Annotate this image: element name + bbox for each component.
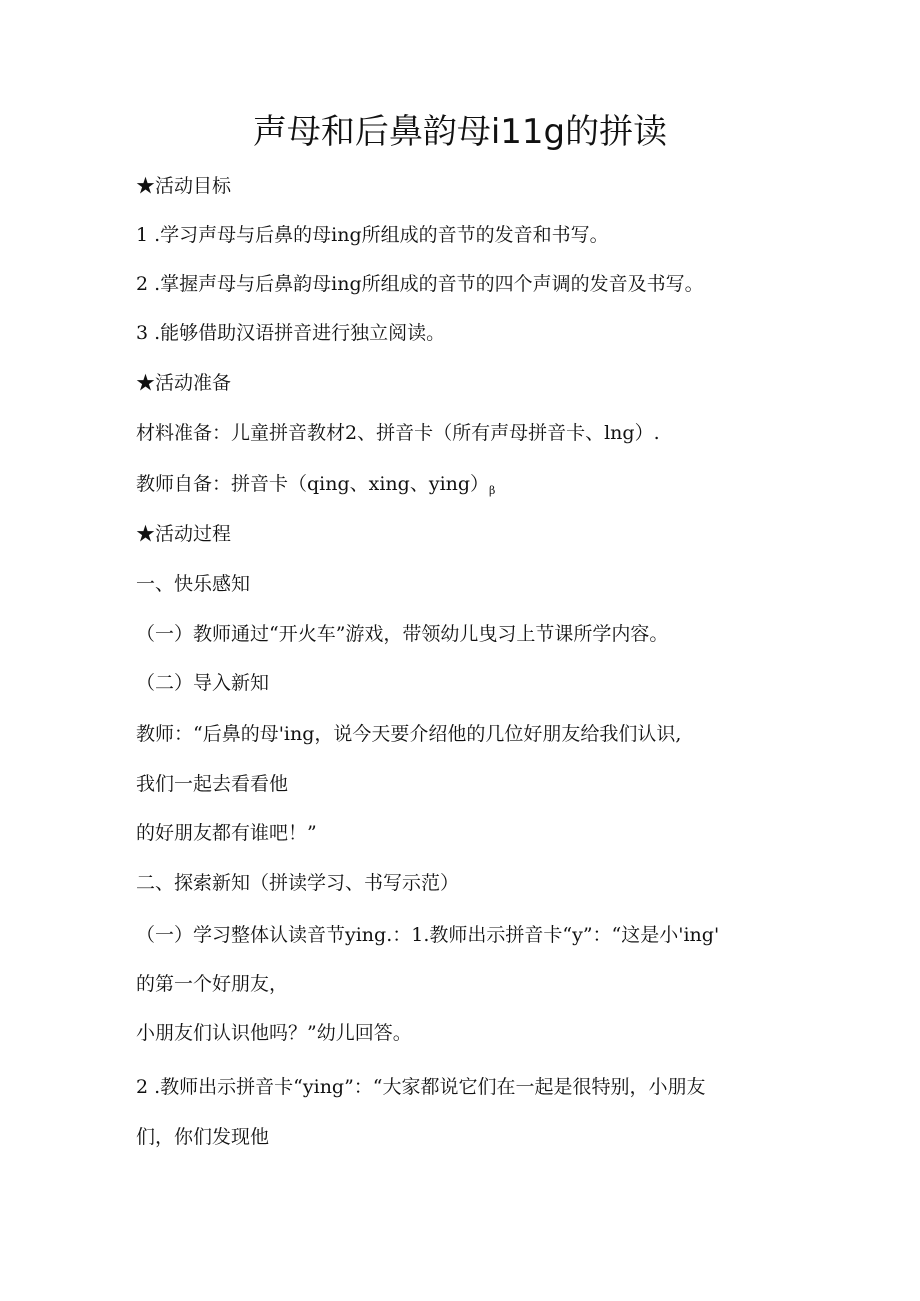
teacher-materials-text: 教师自备：拼音卡（qing、xing、ying） <box>136 473 490 495</box>
step-text: （一）教师通过“开火车”游戏，带领幼儿曳习上节课所学内容。 <box>136 623 669 645</box>
trailing-mark: β <box>489 484 496 497</box>
section-heading-goals: ★活动目标 <box>136 175 232 197</box>
teacher-materials-line <box>136 471 495 504</box>
paragraph-line: 的第一个好朋友， <box>136 973 289 995</box>
goal-item-1: 1 .学习声母与后鼻的母ing所组成的音节的发音和书写。 <box>136 224 609 246</box>
goal-item-3: 3 .能够借助汉语拼音进行独立阅读。 <box>136 322 446 344</box>
paragraph-line: 我们一起去看看他 <box>136 773 289 795</box>
section-heading-process: ★活动过程 <box>136 523 232 545</box>
paragraph-line: 小朋友们认识他吗？”幼儿回答。 <box>136 1022 412 1044</box>
document-title: 声母和后鼻韵母i11g的拼读 <box>252 112 668 152</box>
section-heading-preparation: ★活动准备 <box>136 372 232 394</box>
paragraph-line: 们，你们发现他 <box>136 1126 270 1148</box>
paragraph-line: 2 .教师出示拼音卡“ying”：“大家都说它们在一起是很特别，小朋友 <box>136 1076 706 1098</box>
goal-item-2: 2 .掌握声母与后鼻韵母ing所组成的音节的四个声调的发音及书写。 <box>136 273 704 295</box>
part-heading-perception: 一、快乐感知 <box>136 573 251 595</box>
materials-line: 材料准备：儿童拼音教材2、拼音卡（所有声母拼音卡、lng）. <box>136 422 660 444</box>
paragraph-line: 教师：“后鼻的母'ing，说今天要介绍他的几位好朋友给我们认识, <box>136 723 682 745</box>
part-heading-explore: 二、探索新知（拼读学习、书写示范） <box>136 872 460 894</box>
paragraph-line: 的好朋友都有谁吧！” <box>136 822 317 844</box>
paragraph-line: （一）学习整体认读音节ying.：1.教师出示拼音卡“y”：“这是小'ing' <box>136 924 720 946</box>
step-heading-intro: （二）导入新知 <box>136 672 270 694</box>
